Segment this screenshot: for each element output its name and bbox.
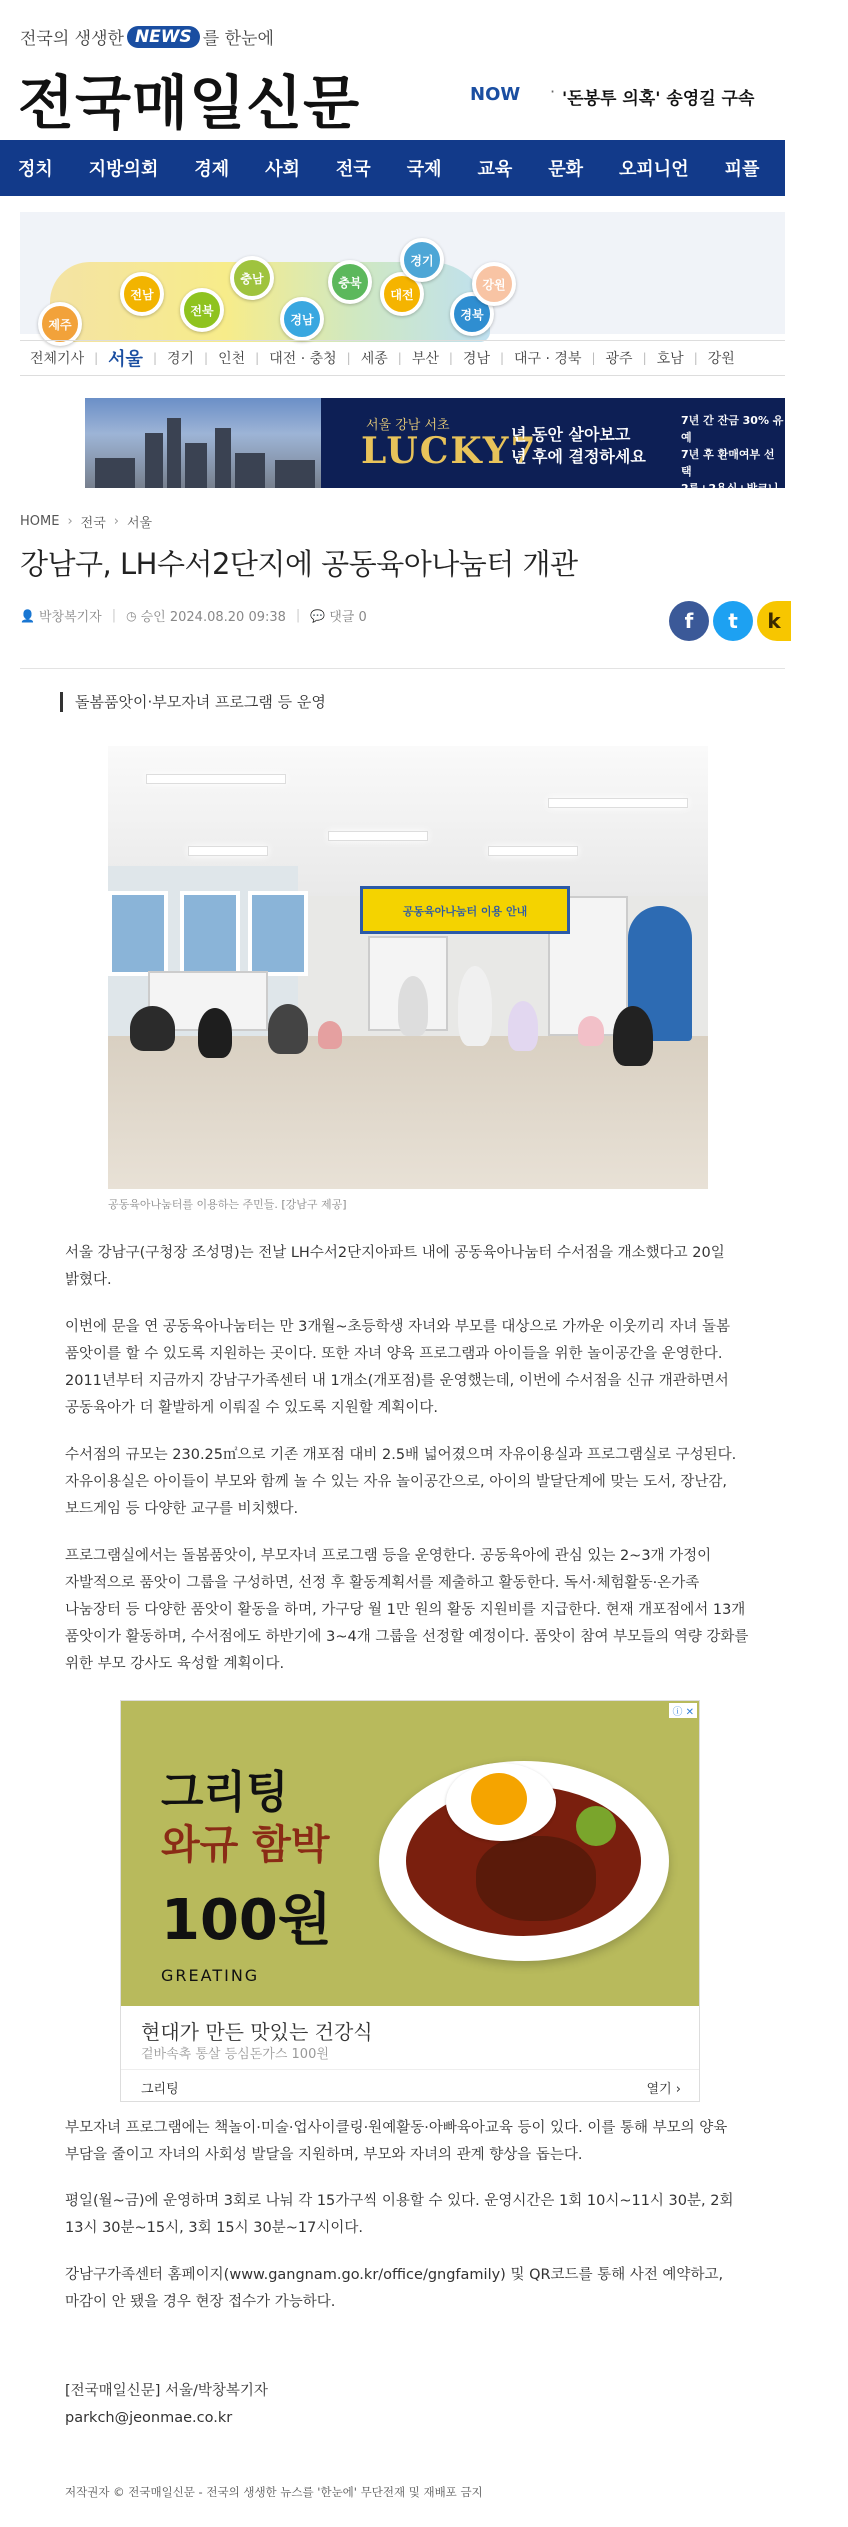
chevron-right-icon: › xyxy=(67,514,73,529)
article-paragraph: 부모자녀 프로그램에는 책놀이·미술·업사이클링·원예활동·아빠육아교육 등이 있다. 이를 통해 부모의 양육 부담을 줄이고 자녀의 사회성 발달을 지원하며, 부모와 자녀의 관계 향상을 돕는다. xyxy=(65,2120,728,2163)
article-paragraph: 서울 강남구(구청장 조성명)는 전날 LH수서2단지아파트 내에 공동육아나눔터 수서점을 개소했다고 20일 밝혔다. xyxy=(65,1245,725,1288)
photo-banner xyxy=(360,886,570,934)
article-paragraph: 수서점의 규모는 230.25㎡으로 기존 개포점 대비 2.5배 넓어졌으며 자유이용실과 프로그램실로 구성된다. 자유이용실은 아이들이 부모와 함께 놀 수 있는 자유 놀이공간으로, 아이의 발달단계에 맞는 도서, 장난감, 보드게임 등 다양한 교구를 비치했다. xyxy=(65,1447,737,1517)
region-tab[interactable]: 세종 xyxy=(360,351,388,367)
photo-caption: 공동육아나눔터를 이용하는 주민들. [강남구 제공] xyxy=(108,1198,347,1211)
now-headline-link[interactable]: '돈봉투 의혹' 송영길 구속 xyxy=(562,89,755,109)
region-separator: | xyxy=(693,351,698,365)
article-title: 강남구, LH수서2단지에 공동육아나눔터 개관 xyxy=(20,547,578,581)
article-photo xyxy=(108,746,708,1189)
news-badge: NEWS xyxy=(127,26,200,48)
breadcrumb xyxy=(20,512,152,531)
region-separator: | xyxy=(448,351,453,365)
region-separator: | xyxy=(204,351,209,365)
region-separator: | xyxy=(94,351,99,365)
ad-benefit: 7년 간 잔금 30% 유예 xyxy=(681,414,784,444)
nav-item[interactable]: 피플 xyxy=(724,159,760,180)
ad-benefits-list xyxy=(681,412,785,531)
tagline-pre: 전국의 생생한 xyxy=(20,29,124,49)
share-buttons xyxy=(669,601,795,641)
region-separator: | xyxy=(346,351,351,365)
map-region-pin[interactable]: 충남 xyxy=(230,256,274,300)
ad-sub: 서울 강남 서초 xyxy=(366,418,450,433)
ad-city-image xyxy=(85,398,321,488)
meta-divider: | xyxy=(295,608,301,623)
facebook-share-button[interactable]: f xyxy=(669,601,709,641)
region-tab[interactable]: 부산 xyxy=(411,351,439,367)
nav-item[interactable]: 교육 xyxy=(477,159,513,180)
region-tab[interactable]: 대전 · 충청 xyxy=(269,351,337,367)
tagline xyxy=(20,24,274,49)
nav-item[interactable]: 정치 xyxy=(18,159,53,180)
header-divider xyxy=(20,668,785,669)
region-tabs xyxy=(20,340,785,376)
article-author: 박창복기자 xyxy=(38,610,102,625)
map-region-pin[interactable]: 제주 xyxy=(38,302,82,346)
clock-icon: ◷ xyxy=(126,608,137,623)
map-region-pin[interactable]: 경남 xyxy=(280,297,324,341)
ad-benefit: 최상급 인테리어 무상 xyxy=(681,516,785,529)
ad-headline2: 와규 함박 xyxy=(161,1822,330,1868)
article-paragraph: 이번에 문을 연 공동육아나눔터는 만 3개월~초등학생 자녀와 부모를 대상으로 가까운 이웃끼리 자녀 돌봄 품앗이를 할 수 있도록 지원하는 곳이다. 또한 자녀 양육 프로그램과 아이들을 위한 놀이공간을 운영한다. 2011년부터 지금까지 강남구가족센터 내 1개소(개포점)를 운영했는데, 이번에 수서점을 신규 개관하면서 공동육아가 더 활발하게 이뤄질 수 있도록 지원할 계획이다. xyxy=(65,1319,730,1416)
map-region-pin[interactable]: 대전 xyxy=(380,272,424,316)
reporter-info xyxy=(65,2378,268,2432)
region-tab[interactable]: 경기 xyxy=(166,351,195,367)
region-tab[interactable]: 강원 xyxy=(707,351,735,367)
ad-open-button[interactable]: 열기 › xyxy=(646,2082,681,2097)
map-region-pin[interactable]: 충북 xyxy=(328,260,372,304)
twitter-share-button[interactable]: t xyxy=(713,601,753,641)
nav-item[interactable]: 오피니언 xyxy=(619,159,689,180)
region-tab[interactable]: 경남 xyxy=(462,351,490,367)
ad-advertiser: 그리팅 xyxy=(141,2082,179,2097)
ad-tagline: 현대가 만든 맛있는 건강식 xyxy=(141,2020,373,2044)
article-paragraph: 프로그램실에서는 돌봄품앗이, 부모자녀 프로그램 등을 운영한다. 공동육아에 관심 있는 2~3개 가정이 자발적으로 품앗이 그룹을 구성하면, 선정 후 활동계획서를 제출하고 활동한다. 독서·체험활동·온가족 나눔장터 등 다양한 품앗이 활동을 하며, 가구당 월 1만 원의 활동 지원비를 지급한다. 현재 개포점에서 13개 품앗이가 활동하며, 수서점에도 하반기에 3~4개 그룹을 선정할 예정이다. 품앗이 참여 부모들의 역량 강화를 위한 부모 강사도 육성할 계획이다. xyxy=(65,1548,749,1672)
comment-count[interactable]: 댓글 0 xyxy=(329,610,367,625)
chevron-right-icon: › xyxy=(113,514,119,529)
now-label: NOW xyxy=(470,84,521,105)
ad-footer xyxy=(121,2069,699,2101)
region-separator: | xyxy=(499,351,505,365)
map-region-pin[interactable]: 전북 xyxy=(180,288,224,332)
nav-item[interactable]: 문화 xyxy=(548,159,584,180)
ad-brand: LUCKY7 xyxy=(361,430,538,472)
main-nav xyxy=(0,140,831,196)
region-tab[interactable]: 호남 xyxy=(656,351,684,367)
ad-copy-panel xyxy=(321,398,785,529)
map-region-pin[interactable]: 경북 xyxy=(450,292,494,336)
ad-copy-line1: 년 동안 살아보고 xyxy=(511,425,631,444)
region-separator: | xyxy=(255,351,260,365)
region-tab[interactable]: 전체기사 xyxy=(30,351,85,367)
region-tab[interactable]: 서울 xyxy=(108,349,143,370)
article-meta xyxy=(20,606,367,625)
nav-item[interactable]: 사회 xyxy=(265,159,300,180)
nav-item[interactable]: 국제 xyxy=(406,159,442,180)
ad-benefit: 2룸+2욕실+발코니 특화 xyxy=(681,482,779,512)
region-map-banner xyxy=(20,212,785,334)
ad-price: 100원 xyxy=(161,1888,332,1953)
kakao-share-button[interactable]: k xyxy=(757,601,791,641)
nav-item[interactable]: 기획 xyxy=(795,159,831,180)
map-region-pin[interactable]: 전남 xyxy=(120,272,164,316)
reporter-byline: [전국매일신문] 서울/박창복기자 xyxy=(65,2383,268,2399)
meta-divider: | xyxy=(111,608,117,623)
nav-item[interactable]: 지방의회 xyxy=(88,159,159,180)
bullet-icon: · xyxy=(550,82,556,101)
region-tab[interactable]: 대구 · 경북 xyxy=(514,351,582,367)
map-region-pin[interactable]: 경기 xyxy=(400,238,444,282)
ad-headline1: 그리팅 xyxy=(161,1767,289,1818)
ad-food-image xyxy=(121,1701,699,2006)
ad-brand-logo: GREATING xyxy=(161,1966,260,1985)
region-separator: | xyxy=(642,351,647,365)
breadcrumb-subsection[interactable]: 서울 xyxy=(126,516,153,531)
breadcrumb-home[interactable]: HOME xyxy=(20,514,60,529)
middle-ad[interactable] xyxy=(120,1700,700,2102)
region-tab[interactable]: 인천 xyxy=(218,351,246,367)
breadcrumb-section[interactable]: 전국 xyxy=(80,516,106,531)
nav-item[interactable]: 경제 xyxy=(194,159,230,180)
comment-icon: 💬 xyxy=(310,608,326,623)
article-subtitle: 돌봄품앗이·부모자녀 프로그램 등 운영 xyxy=(60,692,326,712)
article-paragraph: 평일(월~금)에 운영하며 3회로 나눠 각 15가구씩 이용할 수 있다. 운영시간은 1회 10시~11시 30분, 2회 13시 30분~15시, 3회 15시 30분~17시이다. xyxy=(65,2193,734,2236)
ad-description: 겉바속촉 통살 등심돈가스 100원 xyxy=(141,2047,329,2062)
region-tab[interactable]: 광주 xyxy=(605,351,633,367)
region-separator: | xyxy=(591,351,596,365)
nav-item[interactable]: 전국 xyxy=(335,159,371,180)
reporter-email[interactable]: parkch@jeonmae.co.kr xyxy=(65,2410,233,2426)
photo-banner-text: 공동육아나눔터 이용 안내 xyxy=(402,905,528,918)
map-region-pin[interactable]: 강원 xyxy=(472,262,516,306)
ad-copy-line2: 년 후에 결정하세요 xyxy=(511,447,646,466)
article-paragraph: 강남구가족센터 홈페이지(www.gangnam.go.kr/office/gngfamily) 및 QR코드를 통해 사전 예약하고, 마감이 안 됐을 경우 현장 접수가 가능하다. xyxy=(65,2267,724,2310)
user-icon: 👤 xyxy=(20,608,35,623)
region-separator: | xyxy=(152,351,157,365)
tagline-post: 를 한눈에 xyxy=(202,29,274,49)
copyright-notice: 저작권자 © 전국매일신문 - 전국의 생생한 뉴스를 '한눈에' 무단전재 및 재배포 금지 xyxy=(65,2485,483,2499)
site-header xyxy=(0,0,785,140)
region-separator: | xyxy=(397,351,402,365)
article-date: 승인 2024.08.20 09:38 xyxy=(140,610,286,625)
site-logo[interactable]: 전국매일신문 xyxy=(18,69,361,137)
ad-benefit: 7년 후 환매여부 선택 xyxy=(681,448,775,478)
adchoices-icon[interactable]: ⓘ ✕ xyxy=(669,1703,697,1718)
